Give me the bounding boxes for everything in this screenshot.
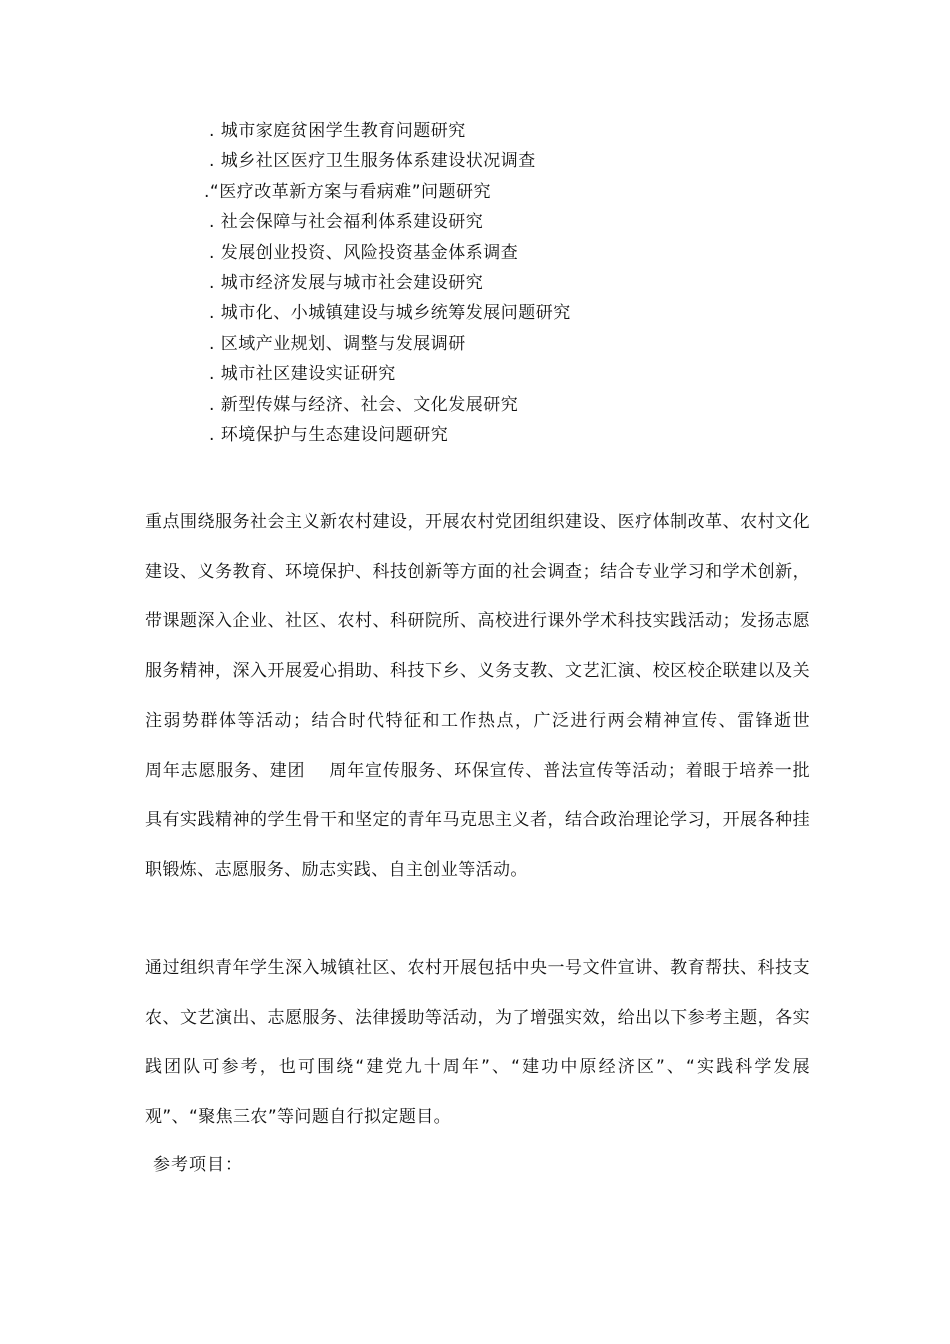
- topic-item: . 环境保护与生态建设问题研究: [209, 424, 449, 445]
- topic-item: . 城市经济发展与城市社会建设研究: [209, 272, 484, 293]
- topic-item: . 区域产业规划、调整与发展调研: [209, 333, 466, 354]
- topic-item: . 城市社区建设实证研究: [209, 364, 396, 385]
- focus-paragraph: 重点围绕服务社会主义新农村建设，开展农村党团组织建设、医疗体制改革、农村文化建设、义务教育、环境保护、科技创新等方面的社会调查；结合专业学习和学术创新，带课题深入企业、社区、农村、科研院所、高校进行课外学术科技实践活动；发扬志愿服务精神，深入开展爱心捐助、科技下乡、义务支教、文艺汇演、校区校企联建以及关注弱势群体等活动；结合时代特征和工作热点，广泛进行两会精神宣传、雷锋逝世 周年志愿服务、建团 周年宣传服务、环保宣传、普法宣传等活动；着眼于培养一批具有实践精神的学生骨干和坚定的青年马克思主义者，结合政治理论学习，开展各种挂职锻炼、志愿服务、励志实践、自主创业等活动。: [145, 512, 834, 880]
- reference-projects-heading: 参考项目：: [153, 1155, 243, 1175]
- topic-item: . 新型传媒与经济、社会、文化发展研究: [209, 394, 519, 415]
- research-topic-list: [204, 116, 571, 450]
- topic-item: .“医疗改革新方案与看病难”问题研究: [204, 181, 492, 202]
- topic-item: . 发展创业投资、风险投资基金体系调查: [209, 242, 519, 263]
- topic-item: . 社会保障与社会福利体系建设研究: [209, 212, 484, 233]
- topic-item: . 城市家庭贫困学生教育问题研究: [209, 121, 466, 141]
- topic-item: . 城乡社区医疗卫生服务体系建设状况调查: [209, 151, 536, 172]
- topic-item: . 城市化、小城镇建设与城乡统筹发展问题研究: [209, 303, 571, 324]
- organization-paragraph: 通过组织青年学生深入城镇社区、农村开展包括中央一号文件宣讲、教育帮扶、科技支农、文艺演出、志愿服务、法律援助等活动，为了增强实效，给出以下参考主题，各实践团队可参考，也可围绕“建党九十周年”、“建功中原经济区”、“实践科学发展观”、“聚焦三农”等问题自行拟定题目。: [145, 958, 810, 1128]
